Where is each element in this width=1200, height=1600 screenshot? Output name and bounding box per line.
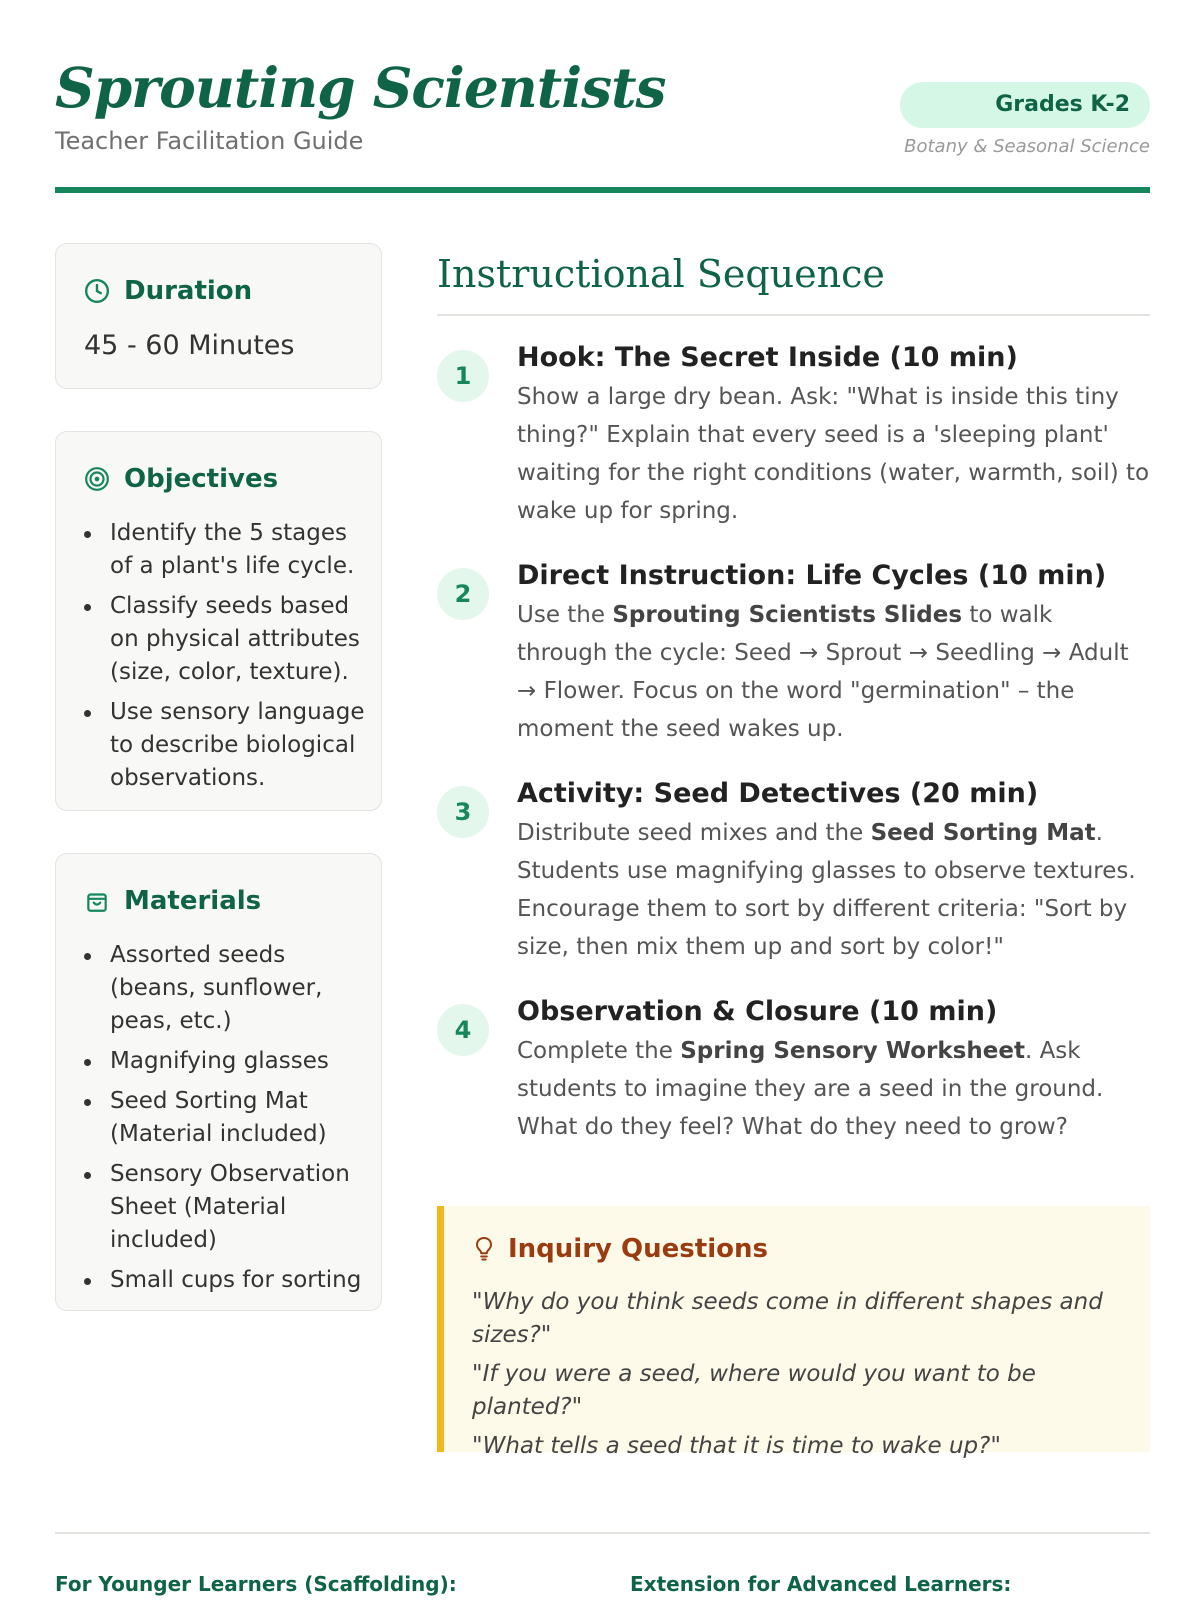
material-item: Assorted seeds (beans, sunflower, peas, etc.) [110, 939, 365, 1038]
inquiry-title: Inquiry Questions [508, 1234, 768, 1264]
materials-title: Materials [124, 886, 262, 916]
material-item: Small cups for sorting [110, 1264, 365, 1297]
header-divider [55, 187, 1150, 193]
inquiry-question: "Why do you think seeds come in different shapes and sizes?" [472, 1289, 1103, 1348]
inquiry-list [472, 1286, 1132, 1469]
inquiry-question: "If you were a seed, where would you want to be planted?" [472, 1361, 1036, 1420]
objectives-card [55, 431, 382, 811]
objective-item: Classify seeds based on physical attributes (size, color, texture). [110, 590, 365, 689]
target-icon [84, 466, 110, 492]
step-text: Complete the Spring Sensory Worksheet. Ask students to imagine they are a seed in the ground. What do they feel? What do they need to grow? [517, 1038, 1104, 1140]
resource-name: Spring Sensory Worksheet [680, 1038, 1025, 1064]
step-title: Direct Instruction: Life Cycles (10 min) [517, 560, 1107, 591]
step-number: 3 [437, 786, 489, 838]
clock-icon [84, 278, 110, 304]
step-text: Show a large dry bean. Ask: "What is inside this tiny thing?" Explain that every seed is a 'sleeping plant' waiting for the right conditions (water, warmth, soil) to wake up for spring. [517, 384, 1150, 524]
objective-item: Use sensory language to describe biological observations. [110, 696, 365, 795]
resource-name: Sprouting Scientists Slides [612, 602, 963, 628]
step-title: Observation & Closure (10 min) [517, 996, 998, 1027]
step-title: Activity: Seed Detectives (20 min) [517, 778, 1039, 809]
section-divider [437, 314, 1150, 316]
page-subtitle: Teacher Facilitation Guide [55, 127, 364, 155]
lightbulb-icon [472, 1236, 496, 1262]
objectives-list [110, 517, 365, 802]
footer-divider [55, 1532, 1150, 1534]
extension-heading: Extension for Advanced Learners: [630, 1572, 1012, 1596]
resource-name: Seed Sorting Mat [870, 820, 1096, 846]
step-text: Distribute seed mixes and the Seed Sorting Mat. Students use magnifying glasses to observe textures. Encourage them to sort by different criteria: "Sort by size, then mix them up and sort by color!" [517, 820, 1136, 960]
materials-list [110, 939, 365, 1304]
page-header [55, 52, 1150, 194]
inquiry-questions-callout [437, 1206, 1150, 1459]
subject-category: Botany & Seasonal Science [904, 136, 1150, 157]
duration-title: Duration [124, 276, 253, 306]
step-number: 4 [437, 1004, 489, 1056]
inquiry-question: "What tells a seed that it is time to wake up?" [472, 1433, 1001, 1459]
step-text: Use the Sprouting Scientists Slides to walk through the cycle: Seed → Sprout → Seedling → Adult → Flower. Focus on the word "germination" – the moment the seed wakes up. [517, 602, 1129, 742]
duration-card [55, 243, 382, 389]
material-item: Magnifying glasses [110, 1045, 365, 1078]
objective-item: Identify the 5 stages of a plant's life cycle. [110, 517, 365, 583]
step-number: 1 [437, 350, 489, 402]
page-title: Sprouting Scientists [55, 55, 666, 120]
material-item: Seed Sorting Mat (Material included) [110, 1085, 365, 1151]
grade-badge: Grades K-2 [900, 82, 1150, 128]
step-number: 2 [437, 568, 489, 620]
step-title: Hook: The Secret Inside (10 min) [517, 342, 1018, 373]
material-item: Sensory Observation Sheet (Material included) [110, 1158, 365, 1257]
duration-value: 45 - 60 Minutes [84, 330, 295, 361]
materials-card [55, 853, 382, 1311]
objectives-title: Objectives [124, 464, 279, 494]
scaffolding-heading: For Younger Learners (Scaffolding): [55, 1572, 457, 1596]
section-title: Instructional Sequence [437, 252, 885, 296]
shopping-bag-icon [84, 888, 110, 914]
